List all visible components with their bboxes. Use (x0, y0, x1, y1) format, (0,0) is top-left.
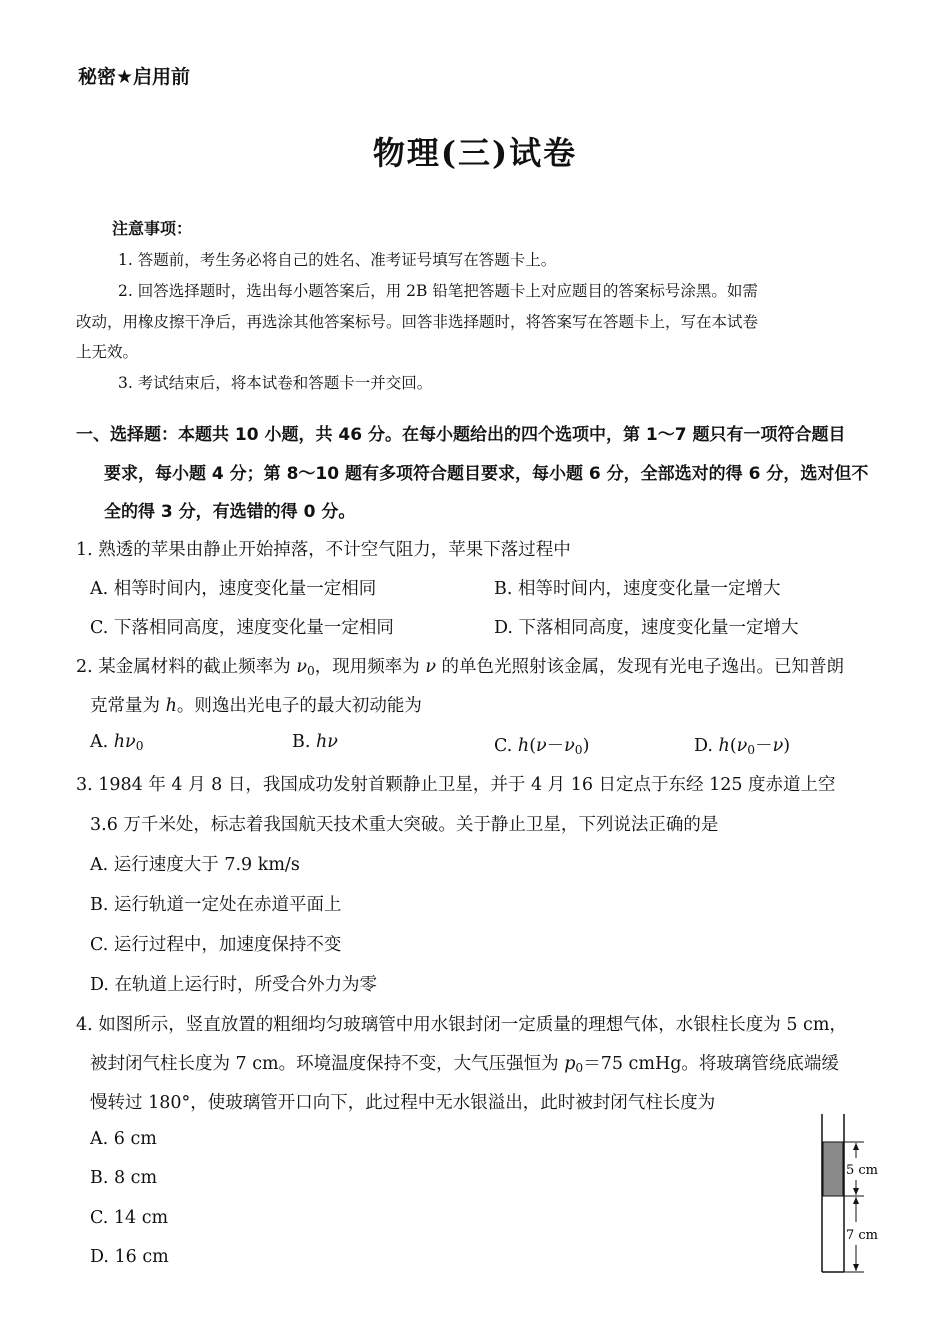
q3-stem-line-1: 3. 1984 年 4 月 8 日，我国成功发射首颗静止卫星，并于 4 月 16 日定点于东经 125 度赤道上空 (76, 775, 836, 795)
q3-stem-line-2: 3.6 万千米处，标志着我国航天技术重大突破。关于静止卫星，下列说法正确的是 (90, 815, 719, 835)
q4-option-b: B. 8 cm (90, 1168, 158, 1188)
q4-stem-line-3: 慢转过 180°，使玻璃管开口向下，此过程中无水银溢出，此时被封闭气柱长度为 (90, 1093, 716, 1113)
q3-option-a: A. 运行速度大于 7.9 km/s (90, 855, 300, 875)
q4-stem-line-1: 4. 如图所示，竖直放置的粗细均匀玻璃管中用水银封闭一定质量的理想气体，水银柱长度为 5 cm， (76, 1015, 847, 1035)
notice-heading: 注意事项： (112, 219, 193, 238)
q4-option-d: D. 16 cm (90, 1247, 169, 1267)
section1-line-2: 要求，每小题 4 分；第 8～10 题有多项符合题目要求，每小题 6 分，全部选对的得 6 分，选对但不 (104, 464, 869, 484)
q3-option-d: D. 在轨道上运行时，所受合外力为零 (90, 975, 378, 995)
mercury-arrowhead-down (853, 1188, 859, 1195)
q1-option-c: C. 下落相同高度，速度变化量一定相同 (90, 618, 394, 638)
notice-item-1: 1. 答题前，考生务必将自己的姓名、准考证号填写在答题卡上。 (118, 251, 557, 269)
q1-stem: 1. 熟透的苹果由静止开始掉落，不计空气阻力，苹果下落过程中 (76, 540, 571, 560)
q1-option-b: B. 相等时间内，速度变化量一定增大 (494, 579, 781, 599)
q2-stem-line-1: 2. 某金属材料的截止频率为 $\nu_0$，现用频率为 ν 的单色光照射该金属，发现有光电子逸出。已知普朗 (76, 657, 845, 679)
q2-option-c: C. $h(\nu-\nu_0)$ (494, 736, 590, 758)
q1-option-d: D. 下落相同高度，速度变化量一定增大 (494, 618, 799, 638)
notice-item-2-line-1: 2. 回答选择题时，选出每小题答案后，用 2B 铅笔把答题卡上对应题目的答案标号涂黑。如需 (118, 282, 758, 300)
q2-option-a: A. $h\nu_0$ (90, 732, 144, 754)
q1-option-a: A. 相等时间内，速度变化量一定相同 (90, 579, 377, 599)
gas-length-label: 7 cm (846, 1228, 879, 1243)
gas-arrowhead-down (853, 1264, 859, 1271)
q4-option-a: A. 6 cm (90, 1129, 157, 1149)
q3-option-b: B. 运行轨道一定处在赤道平面上 (90, 895, 342, 915)
mercury-column (823, 1142, 843, 1196)
gas-arrowhead-up (853, 1197, 859, 1204)
q4-option-c: C. 14 cm (90, 1208, 169, 1228)
section1-line-1: 一、选择题：本题共 10 小题，共 46 分。在每小题给出的四个选项中，第 1～7 题只有一项符合题目 (76, 425, 846, 445)
mercury-length-label: 5 cm (846, 1163, 879, 1178)
page-title: 物理(三)试卷 (372, 134, 578, 172)
q2-option-b: B. hν (292, 732, 338, 752)
q4-stem-line-2: 被封闭气柱长度为 7 cm。环境温度保持不变，大气压强恒为 $p_0=75$ cmHg。将玻璃管绕底端缓 (90, 1054, 839, 1076)
q2-option-d: D. $h(\nu_0-\nu)$ (694, 736, 791, 758)
q3-option-c: C. 运行过程中，加速度保持不变 (90, 935, 342, 955)
section1-line-3: 全的得 3 分，有选错的得 0 分。 (104, 502, 356, 522)
notice-item-2-line-2: 改动，用橡皮擦干净后，再选涂其他答案标号。回答非选择题时，将答案写在答题卡上，写在本试卷 (76, 313, 759, 331)
q2-stem-line-2: 克常量为 h。则逸出光电子的最大初动能为 (90, 696, 422, 716)
notice-item-2-line-3: 上无效。 (76, 343, 139, 361)
mercury-arrowhead-up (853, 1143, 859, 1150)
notice-item-3: 3. 考试结束后，将本试卷和答题卡一并交回。 (118, 374, 433, 392)
q4-tube-figure (810, 1112, 890, 1282)
secret-label: 秘密★启用前 (78, 66, 191, 88)
